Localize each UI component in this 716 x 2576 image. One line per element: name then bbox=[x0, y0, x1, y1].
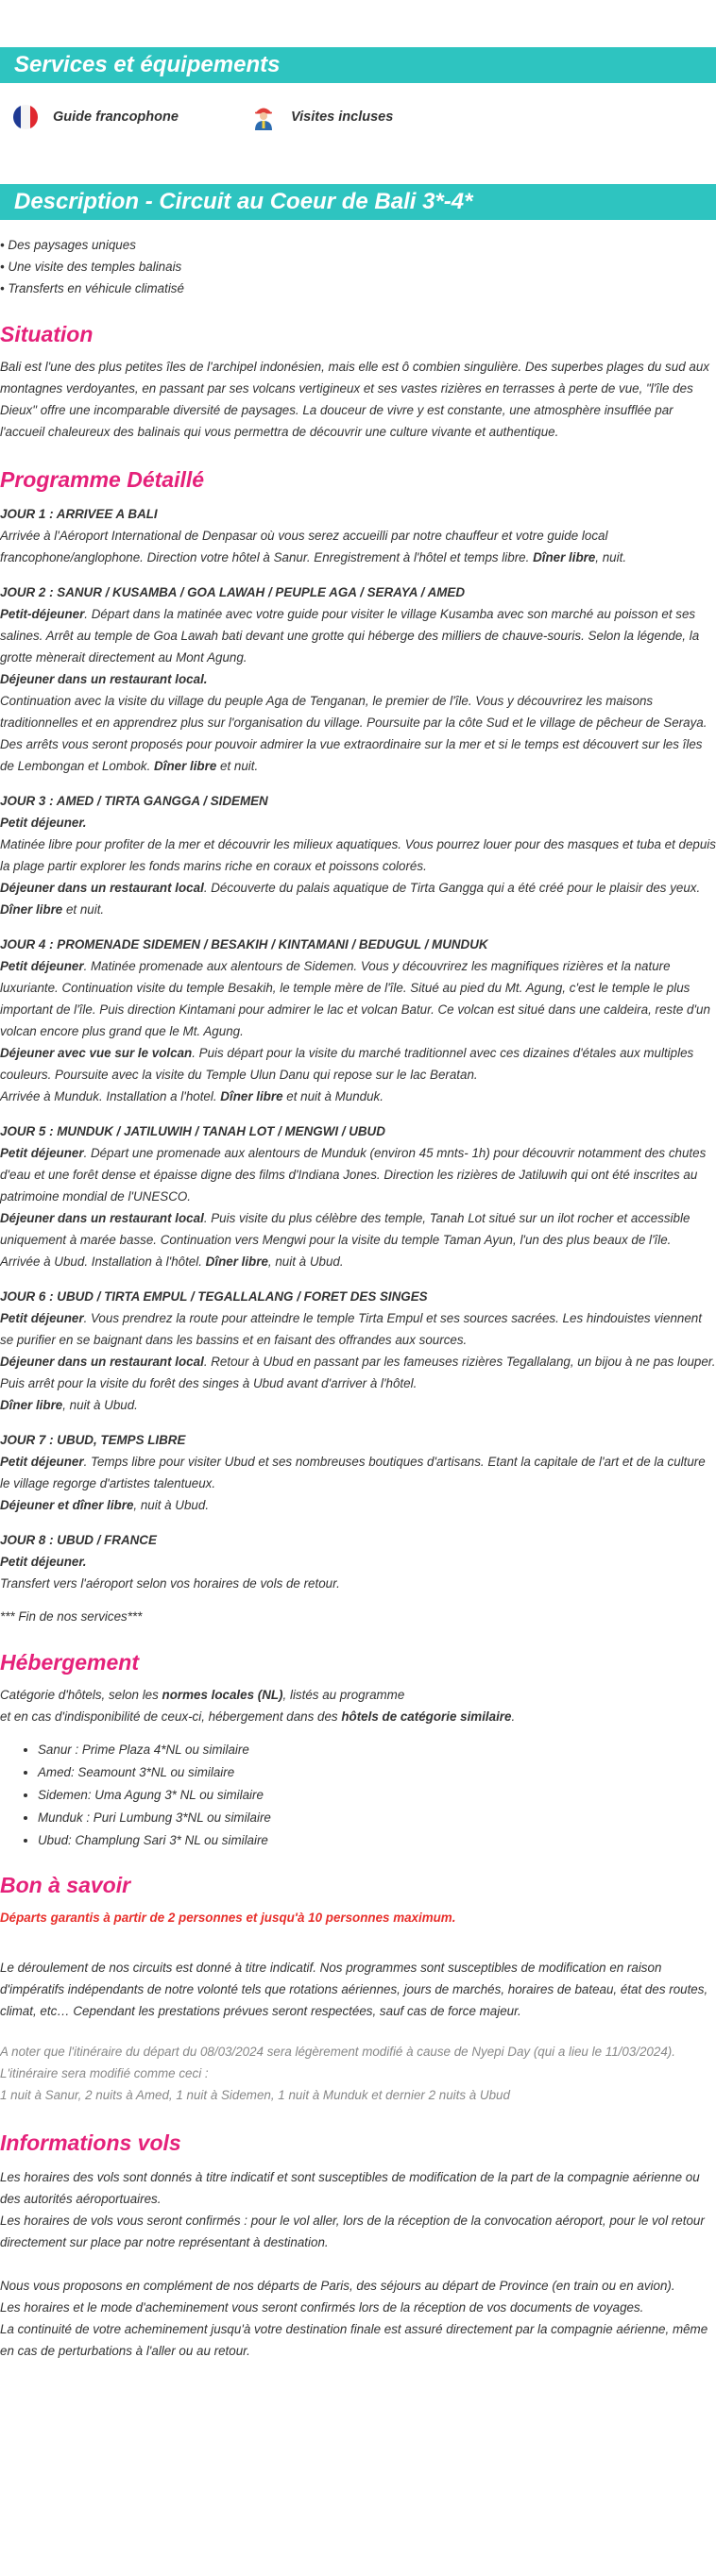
day-line bbox=[0, 1573, 716, 1594]
hebergement-intro-2 bbox=[0, 1706, 716, 1727]
day-line bbox=[0, 1394, 716, 1416]
text-run: . Départ dans la matinée avec votre guide pour visiter le village Kusamba avec son marché au poisson et ses salines. Arrêt au temple de Goa Lawah bati devant une grotte qui héberge des milliers de chauve-souris. Selon la légende, la grotte mènerait directement au Mont Agung. bbox=[0, 607, 700, 665]
vols-heading: Informations vols bbox=[0, 2130, 181, 2155]
bold-text: Dîner libre bbox=[154, 759, 217, 773]
programme-days bbox=[0, 503, 716, 1594]
bold-text: normes locales (NL) bbox=[162, 1688, 283, 1702]
itinerary-note bbox=[0, 2041, 716, 2106]
france-flag-icon bbox=[11, 103, 40, 131]
main-content bbox=[0, 234, 716, 2362]
day-title: JOUR 3 : AMED / TIRTA GANGGA / SIDEMEN bbox=[0, 794, 268, 808]
day-line bbox=[0, 899, 716, 920]
text-run: . Vous prendrez la route pour atteindre le temple Tirta Empul et ses sources sacrées. Les hindouistes viennent se purifier en se baignant dans les bassins et en faisant des offrandes aux sources. bbox=[0, 1311, 702, 1347]
note-line: 1 nuit à Sanur, 2 nuits à Amed, 1 nuit à Sidemen, 1 nuit à Munduk et dernier 2 nuits à Ubud bbox=[0, 2088, 510, 2102]
services-title: Services et équipements bbox=[14, 52, 281, 77]
vols-line: Les horaires des vols sont donnés à titre indicatif et sont susceptibles de modification de la part de la compagnie aérienne ou des autorités aéroportuaires. bbox=[0, 2170, 700, 2206]
bold-text: Dîner libre bbox=[205, 1254, 268, 1269]
day-title: JOUR 1 : ARRIVEE A BALI bbox=[0, 507, 158, 521]
situation-text: Bali est l'une des plus petites îles de l'archipel indonésien, mais elle est ô combien singulière. Des superbes plages du sud aux montagnes verdoyantes, en passant par ses volcans vertigineux et ses vastes rizières en terrasses à perte de vue, "l'île des Dieux" offre une incomparable diversité de paysages. La douceur de vivre y est constante, une atmosphère insufflée par l'accueil chaleureux des balinais qui vous permettra de découvrir une culture vivante et authentique. bbox=[0, 360, 709, 439]
bold-text: hôtels de catégorie similaire bbox=[341, 1709, 512, 1724]
day-line bbox=[0, 690, 716, 777]
text-run: , nuit à Ubud. bbox=[133, 1498, 210, 1512]
bold-text: Dîner libre bbox=[533, 550, 596, 564]
situation-heading: Situation bbox=[0, 322, 94, 346]
programme-heading: Programme Détaillé bbox=[0, 467, 205, 492]
feature-guide-francophone bbox=[11, 98, 179, 136]
bold-text: Dîner libre bbox=[220, 1089, 283, 1103]
day-line bbox=[0, 1207, 716, 1251]
note-line: A noter que l'itinéraire du départ du 08/03/2024 sera légèrement modifié à cause de Nyepi Day (qui a lieu le 11/03/2024). bbox=[0, 2045, 675, 2059]
services-features bbox=[0, 98, 716, 136]
day-block bbox=[0, 1529, 716, 1594]
feature-visites-incluses bbox=[249, 98, 393, 136]
day-block bbox=[0, 1120, 716, 1272]
text-run: . Temps libre pour visiter Ubud et ses nombreuses boutiques d'artisans. Etant la capitale de l'art et de la culture le village regorge d'artistes talentueux. bbox=[0, 1455, 706, 1490]
bold-text: Déjeuner dans un restaurant local bbox=[0, 1355, 204, 1369]
text-run: . Retour à Ubud en passant par les fameuses rizières Tegallalang, un bijou à ne pas louper. Puis arrêt pour la visite du forêt des singes à Ubud avant d'arriver à l'hôtel. bbox=[0, 1355, 716, 1390]
bullet-item: • Des paysages uniques bbox=[0, 238, 136, 252]
day-block bbox=[0, 581, 716, 777]
feature-label: Guide francophone bbox=[53, 109, 179, 125]
bold-text: Petit déjeuner bbox=[0, 959, 84, 973]
vols-line: Nous vous proposons en complément de nos départs de Paris, des séjours au départ de Province (en train ou en avion). bbox=[0, 2279, 675, 2293]
vols-line: Les horaires de vols vous seront confirmés : pour le vol aller, lors de la réception de la convocation aéroport, pour le vol retour directement sur place par notre représentant à destination. bbox=[0, 2214, 705, 2249]
day-line bbox=[0, 833, 716, 877]
description-bullets bbox=[0, 234, 716, 299]
bold-text: Déjeuner dans un restaurant local bbox=[0, 881, 204, 895]
text-run: Arrivée à Munduk. Installation a l'hotel. bbox=[0, 1089, 221, 1103]
day-line bbox=[0, 1351, 716, 1394]
text-run: Matinée libre pour profiter de la mer et découvrir les milieux aquatiques. Vous pourrez louer pour des masques et tuba et depuis la plage partir explorer les fonds marins riche en coraux et poissons colorés. bbox=[0, 837, 716, 873]
day-block bbox=[0, 1286, 716, 1416]
bold-text: Déjeuner avec vue sur le volcan bbox=[0, 1046, 193, 1060]
bold-text: Déjeuner et dîner libre bbox=[0, 1498, 134, 1512]
day-line bbox=[0, 877, 716, 899]
text-run: , nuit à Ubud. bbox=[62, 1398, 138, 1412]
text-run: . Puis visite du plus célèbre des temple, Tanah Lot situé sur un ilot rocher et accessible uniquement à marée basse. Continuation vers Mengwi pour la visite du temple Taman Ayun, l'un des plus beaux de l'île. bbox=[0, 1211, 690, 1247]
bold-text: Déjeuner dans un restaurant local. bbox=[0, 672, 208, 686]
day-block bbox=[0, 503, 716, 568]
bullet-item: • Transferts en véhicule climatisé bbox=[0, 281, 184, 295]
bold-text: Petit déjeuner bbox=[0, 1146, 84, 1160]
text-run: . Puis départ pour la visite du marché traditionnel avec ces dizaines d'étales aux multiples couleurs. Poursuite avec la visite du Temple Ulun Danu qui repose sur le lac Beratan. bbox=[0, 1046, 694, 1082]
day-line bbox=[0, 525, 716, 568]
feature-label: Visites incluses bbox=[291, 109, 394, 125]
text-run: , nuit. bbox=[595, 550, 627, 564]
day-title: JOUR 4 : PROMENADE SIDEMEN / BESAKIH / KINTAMANI / BEDUGUL / MUNDUK bbox=[0, 937, 488, 951]
text-run: et nuit à Munduk. bbox=[282, 1089, 384, 1103]
end-of-services-note: *** Fin de nos services*** bbox=[0, 1609, 143, 1624]
description-header bbox=[0, 184, 716, 220]
bon-a-savoir-text: Le déroulement de nos circuits est donné à titre indicatif. Nos programmes sont susceptibles de modification en raison d'impératifs indépendants de notre volonté tels que rotations aériennes, jours de marchés, horaires de bateau, état des routes, climat, etc… Cependant les prestations prévues seront respectées, sauf cas de force majeur. bbox=[0, 1961, 708, 2018]
day-title: JOUR 8 : UBUD / FRANCE bbox=[0, 1533, 157, 1547]
day-line bbox=[0, 1086, 716, 1107]
bold-text: Dîner libre bbox=[0, 902, 63, 917]
description-title: Description - Circuit au Coeur de Bali 3*-4* bbox=[14, 189, 473, 214]
day-line bbox=[0, 1042, 716, 1086]
text-run: et en cas d'indisponibilité de ceux-ci, hébergement dans des bbox=[0, 1709, 342, 1724]
note-line: L'itinéraire sera modifié comme ceci : bbox=[0, 2066, 209, 2080]
bold-text: Petit déjeuner bbox=[0, 1311, 84, 1325]
bold-text: Petit déjeuner. bbox=[0, 1555, 87, 1569]
hotel-item: • Sidemen: Uma Agung 3* NL ou similaire bbox=[38, 1784, 716, 1807]
day-title: JOUR 6 : UBUD / TIRTA EMPUL / TEGALLALANG / FORET DES SINGES bbox=[0, 1289, 428, 1304]
day-line bbox=[0, 668, 716, 690]
text-run: et nuit. bbox=[62, 902, 105, 917]
text-run: Transfert vers l'aéroport selon vos horaires de vols de retour. bbox=[0, 1576, 340, 1591]
day-line bbox=[0, 955, 716, 1042]
vols-para-2 bbox=[0, 2275, 716, 2362]
day-line bbox=[0, 1451, 716, 1494]
bold-text: Dîner libre bbox=[0, 1398, 63, 1412]
text-run: . bbox=[511, 1709, 516, 1724]
text-run: Continuation avec la visite du village du peuple Aga de Tenganan, le premier de l'île. Vous y découvrirez les maisons traditionnelles et en apprendrez plus sur l'organisation du village. Poursuite par la côte Sud et le village de pêcheur de Seraya. Des arrêts vous seront proposés pour pouvoir admirer la vue extraordinaire sur la mer et si le temps est découvert sur les îles de Lembongan et Lombok. bbox=[0, 694, 707, 773]
day-line bbox=[0, 603, 716, 668]
hebergement-heading: Hébergement bbox=[0, 1650, 139, 1675]
vols-line: La continuité de votre acheminement jusqu'à votre destination finale est assuré directement par la compagnie aérienne, même en cas de perturbations à l'aller ou au retour. bbox=[0, 2322, 708, 2358]
day-line bbox=[0, 812, 716, 833]
day-line bbox=[0, 1307, 716, 1351]
vols-line: Les horaires et le mode d'acheminement vous seront confirmés lors de la réception de vos documents de voyages. bbox=[0, 2300, 644, 2315]
bold-text: Petit-déjeuner bbox=[0, 607, 85, 621]
text-run: Catégorie d'hôtels, selon les bbox=[0, 1688, 162, 1702]
text-run: Arrivée à l'Aéroport International de Denpasar où vous serez accueilli par notre chauffeur et votre guide local francophone/anglophone. Direction votre hôtel à Sanur. Enregistrement à l'hôtel et temps libre. bbox=[0, 529, 608, 564]
text-run: . Matinée promenade aux alentours de Sidemen. Vous y découvrirez les magnifiques rizières et la nature luxuriante. Continuation visite du temple Besakih, le temple mère de l'île. Situé au pied du Mt. Agung, c'est le temple le plus important de l'île. Puis direction Kintamani pour admirer le lac et volcan Batur. Ce volcan est situé dans une caldeira, reste d'un volcan encore plus grand que le Mt. Agung. bbox=[0, 959, 710, 1038]
hotel-item: • Sanur : Prime Plaza 4*NL ou similaire bbox=[38, 1739, 716, 1761]
day-block bbox=[0, 934, 716, 1107]
bullet-item: • Une visite des temples balinais bbox=[0, 260, 182, 274]
day-line bbox=[0, 1551, 716, 1573]
guide-person-icon bbox=[249, 103, 278, 131]
vols-para-1 bbox=[0, 2166, 716, 2253]
day-title: JOUR 2 : SANUR / KUSAMBA / GOA LAWAH / PEUPLE AGA / SERAYA / AMED bbox=[0, 585, 466, 599]
hotel-item: • Munduk : Puri Lumbung 3*NL ou similaire bbox=[38, 1807, 716, 1829]
guarantee-text: Départs garantis à partir de 2 personnes et jusqu'à 10 personnes maximum. bbox=[0, 1911, 456, 1925]
bold-text: Déjeuner dans un restaurant local bbox=[0, 1211, 204, 1225]
hotel-item: • Amed: Seamount 3*NL ou similaire bbox=[38, 1761, 716, 1784]
bon-a-savoir-heading: Bon à savoir bbox=[0, 1873, 131, 1897]
text-run: , nuit à Ubud. bbox=[267, 1254, 344, 1269]
text-run: et nuit. bbox=[216, 759, 259, 773]
text-run: Arrivée à Ubud. Installation à l'hôtel. bbox=[0, 1254, 206, 1269]
text-run: , listés au programme bbox=[282, 1688, 405, 1702]
day-title: JOUR 7 : UBUD, TEMPS LIBRE bbox=[0, 1433, 186, 1447]
hotel-list bbox=[0, 1739, 716, 1852]
services-header bbox=[0, 47, 716, 83]
day-line bbox=[0, 1494, 716, 1516]
day-title: JOUR 5 : MUNDUK / JATILUWIH / TANAH LOT / MENGWI / UBUD bbox=[0, 1124, 385, 1138]
bold-text: Petit déjeuner. bbox=[0, 816, 87, 830]
hotel-item: • Ubud: Champlung Sari 3* NL ou similaire bbox=[38, 1829, 716, 1852]
text-run: . Découverte du palais aquatique de Tirta Gangga qui a été créé pour le plaisir des yeux. bbox=[203, 881, 701, 895]
day-block bbox=[0, 1429, 716, 1516]
day-line bbox=[0, 1142, 716, 1207]
day-line bbox=[0, 1251, 716, 1272]
hebergement-intro bbox=[0, 1684, 716, 1706]
bold-text: Petit déjeuner bbox=[0, 1455, 84, 1469]
text-run: . Départ une promenade aux alentours de Munduk (environ 45 mnts- 1h) pour découvrir notamment des chutes d'eau et une forêt dense et épaisse digne des films d'Indiana Jones. Direction les rizières de Jatiluwih qui ont été inscrites au patrimoine mondial de l'UNESCO. bbox=[0, 1146, 707, 1204]
day-block bbox=[0, 790, 716, 920]
